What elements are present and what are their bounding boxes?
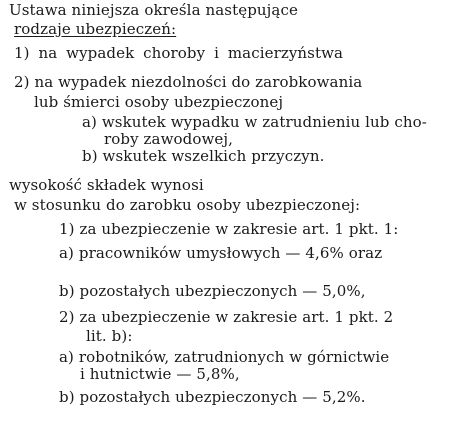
type-2a-line: a) wskutek wypadku w zatrudnieniu lub cho- xyxy=(82,113,427,131)
type-2-line: 2) na wypadek niezdolności do zarobkowania xyxy=(14,73,363,91)
contrib-line-1: wysokość składek wynosi xyxy=(9,176,204,194)
section-2-item-a: a) robotników, zatrudnionych w górnictwie xyxy=(59,348,390,366)
type-1-line: 1) na wypadek choroby i macierzyństwa xyxy=(14,44,344,62)
section-2-heading-cont: lit. b): xyxy=(86,327,133,345)
type-2b-line: b) wskutek wszelkich przyczyn. xyxy=(82,147,325,165)
contrib-line-2: w stosunku do zarobku osoby ubezpieczonej: xyxy=(14,196,361,214)
type-2-line-cont: lub śmierci osoby ubezpieczonej xyxy=(34,93,284,111)
section-1-heading: 1) za ubezpieczenie w zakresie art. 1 pkt. 1: xyxy=(59,220,399,238)
intro-line-2: rodzaje ubezpieczeń: xyxy=(14,20,177,38)
section-2-item-a-cont: i hutnictwie — 5,8%, xyxy=(80,365,240,383)
section-1-item-b: b) pozostałych ubezpieczonych — 5,0%, xyxy=(59,282,366,300)
section-1-item-a: a) pracowników umysłowych — 4,6% oraz xyxy=(59,244,383,262)
section-2-heading: 2) za ubezpieczenie w zakresie art. 1 pkt. 2 xyxy=(59,308,394,326)
intro-line-1: Ustawa niniejsza określa następujące xyxy=(9,1,298,19)
type-2a-line-cont: roby zawodowej, xyxy=(104,130,234,148)
section-2-item-b: b) pozostałych ubezpieczonych — 5,2%. xyxy=(59,388,366,406)
